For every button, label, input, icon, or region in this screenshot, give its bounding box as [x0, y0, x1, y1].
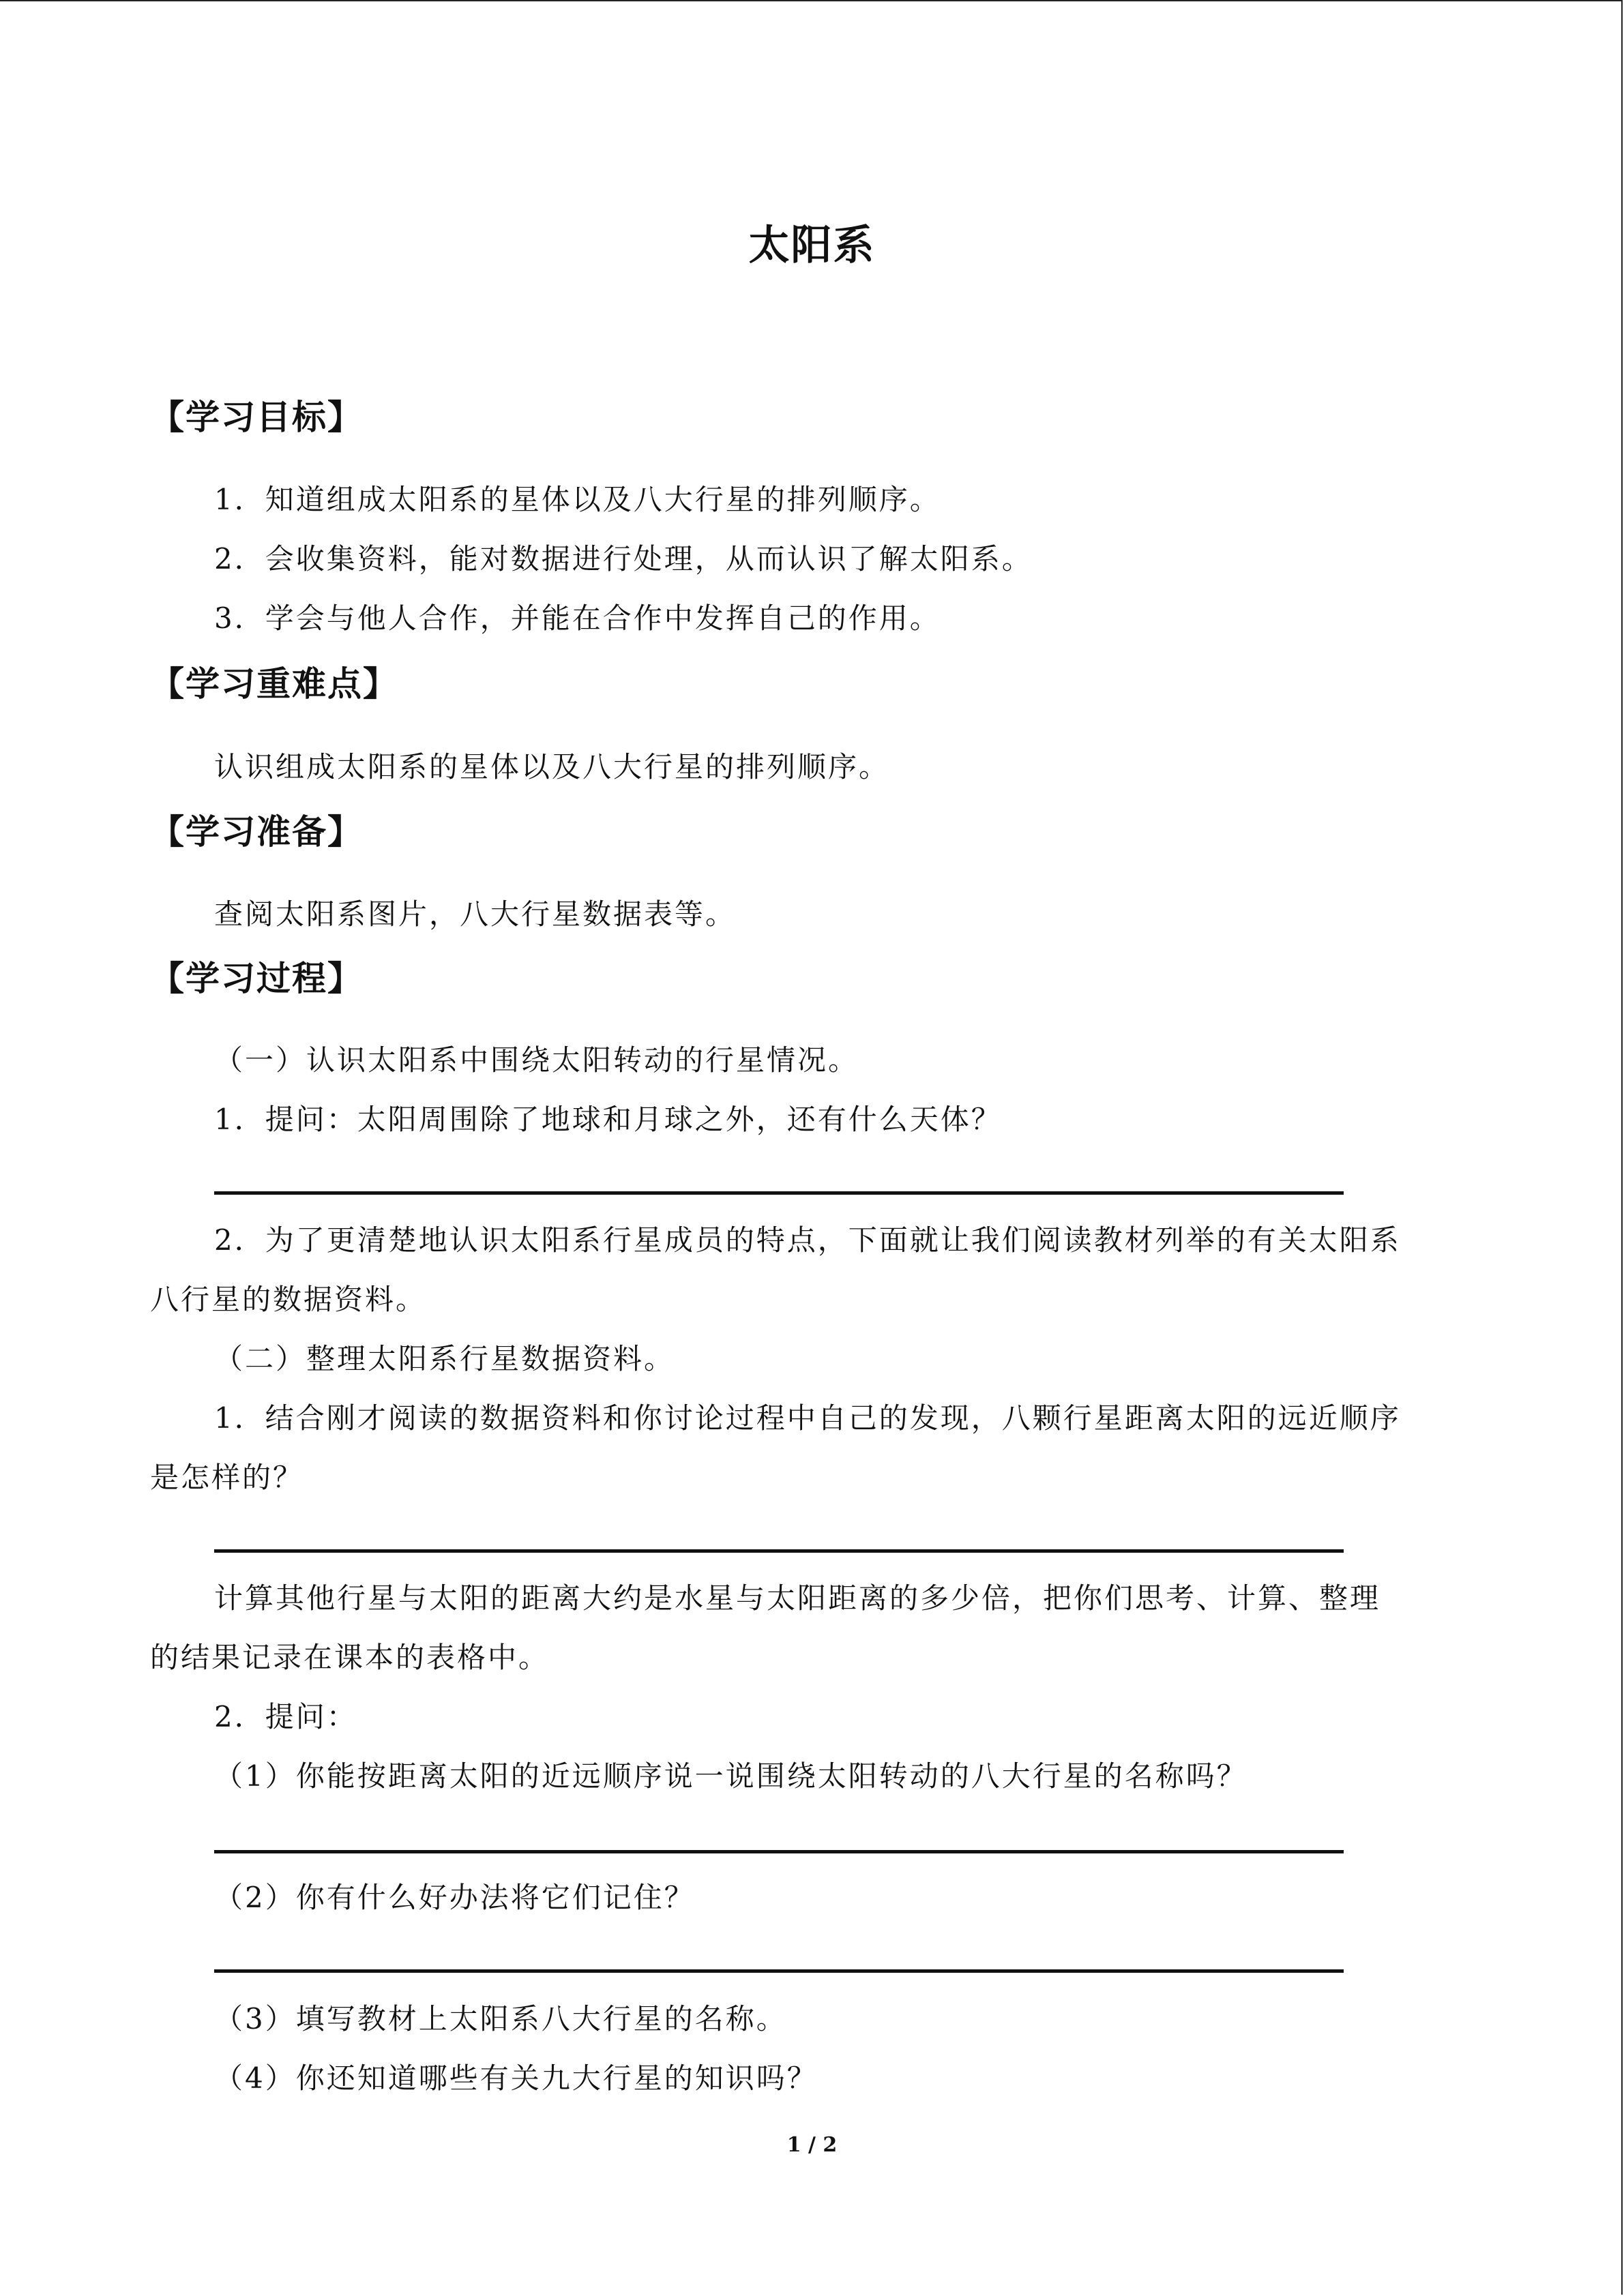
sub-question-4: （4）你还知道哪些有关九大行星的知识吗？	[214, 2061, 818, 2095]
paragraph-2-line-1: 2．为了更清楚地认识太阳系行星成员的特点，下面就让我们阅读教材列举的有关太阳系	[214, 1223, 1401, 1257]
answer-line[interactable]	[214, 1969, 1344, 1973]
part2-title: （二）整理太阳系行星数据资料。	[214, 1342, 675, 1375]
page-title: 太阳系	[748, 222, 876, 269]
calc-line-2: 的结果记录在课本的表格中。	[150, 1641, 550, 1674]
page-number: 1 / 2	[786, 2133, 838, 2157]
sub-question-3: （3）填写教材上太阳系八大行星的名称。	[214, 2002, 787, 2036]
part1-title: （一）认识太阳系中围绕太阳转动的行星情况。	[214, 1043, 859, 1077]
heading-objectives: 【学习目标】	[150, 398, 363, 437]
sub-question-1: （1）你能按距离太阳的近远顺序说一说围绕太阳转动的八大行星的名称吗？	[214, 1759, 1247, 1793]
key-points-text: 认识组成太阳系的星体以及八大行星的排列顺序。	[214, 750, 890, 784]
preparation-text: 查阅太阳系图片，八大行星数据表等。	[214, 897, 737, 931]
question-1: 1．提问：太阳周围除了地球和月球之外，还有什么天体？	[214, 1103, 1002, 1136]
objective-item: 2．会收集资料，能对数据进行处理，从而认识了解太阳系。	[214, 542, 1033, 576]
question-2-line-1: 1．结合刚才阅读的数据资料和你讨论过程中自己的发现，八颗行星距离太阳的远近顺序	[214, 1401, 1401, 1435]
heading-preparation: 【学习准备】	[150, 812, 363, 852]
answer-line[interactable]	[214, 1191, 1344, 1195]
ask-label: 2．提问：	[214, 1700, 357, 1733]
objective-item: 1．知道组成太阳系的星体以及八大行星的排列顺序。	[214, 483, 941, 516]
paragraph-2-line-2: 八行星的数据资料。	[150, 1283, 427, 1316]
answer-line[interactable]	[214, 1549, 1344, 1553]
calc-line-1: 计算其他行星与太阳的距离大约是水星与太阳距离的多少倍，把你们思考、计算、整理	[214, 1581, 1381, 1615]
heading-key-points: 【学习重难点】	[150, 664, 398, 704]
objective-item: 3．学会与他人合作，并能在合作中发挥自己的作用。	[214, 601, 941, 635]
heading-process: 【学习过程】	[150, 959, 363, 998]
question-2-line-2: 是怎样的？	[150, 1461, 304, 1494]
answer-line[interactable]	[214, 1850, 1344, 1853]
sub-question-2: （2）你有什么好办法将它们记住？	[214, 1881, 695, 1914]
